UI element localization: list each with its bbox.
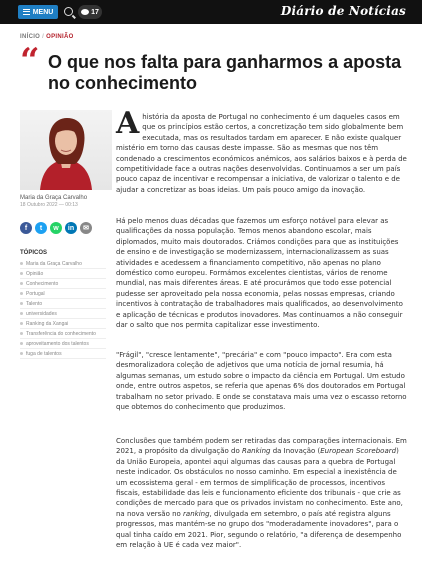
article-paragraph-1 bbox=[116, 106, 408, 195]
comment-bubble-icon bbox=[81, 9, 89, 15]
article-paragraph-3: "Frágil", "cresce lentamente", "precária" e com "pouco impacto". Era com esta desmoralizadora coleção de adjetivos que uma notícia de jornal resumia, há algumas semanas, um estudo sobre o impacto da ciência em Portugal. Um estudo onde, entre outros aspetos, se referia que apenas 6% dos doutorados em Portugal trabalham no setor privado. E onde se constatava mais uma vez o escasso retorno que obtemos do conhecimento que produzimos. bbox=[116, 351, 407, 412]
topics-list bbox=[20, 259, 106, 359]
menu-button-label: MENU bbox=[32, 8, 54, 16]
menu-button[interactable] bbox=[18, 5, 58, 19]
paragraph-4-text-c: ) da União Europeia, apontei aqui algumas das causas para a quebra de Portugal neste indicador. Os obstáculos no nosso caminho. Em especial a inexistência de um ecossistema geral - em termos de simplificação de processos, incentivos fiscais, estabilidade das leis e funcionamento eficiente dos tribunais - que crie as condições de mercado para que os privados invistam no conhecimento. Este ano, na nova versão no bbox=[116, 447, 403, 518]
author-portrait-image bbox=[20, 110, 112, 190]
topic-link[interactable]: aproveitamento dos talentos bbox=[20, 339, 106, 349]
topic-link[interactable]: Conhecimento bbox=[20, 279, 106, 289]
article-paragraph-4 bbox=[116, 436, 408, 550]
facebook-share-button[interactable] bbox=[20, 222, 32, 234]
paragraph-4-scoreboard-italic: European Scoreboard bbox=[320, 447, 397, 456]
comments-button[interactable] bbox=[78, 5, 102, 19]
quote-icon: “ bbox=[20, 41, 40, 81]
topic-link[interactable]: universidades bbox=[20, 309, 106, 319]
twitter-icon: t bbox=[39, 224, 43, 232]
breadcrumb-section[interactable]: OPINIÃO bbox=[46, 34, 74, 40]
topic-link[interactable]: Portugal bbox=[20, 289, 106, 299]
envelope-icon: ✉ bbox=[83, 225, 89, 232]
linkedin-icon: in bbox=[67, 224, 75, 232]
topic-link[interactable]: Transferência do conhecimento bbox=[20, 329, 106, 339]
linkedin-share-button[interactable] bbox=[65, 222, 77, 234]
facebook-icon: f bbox=[24, 224, 28, 232]
topic-link[interactable]: fuga de talentos bbox=[20, 349, 106, 359]
breadcrumb-separator: / bbox=[42, 34, 45, 40]
topics-heading: TÓPICOS bbox=[20, 250, 48, 256]
site-logo[interactable]: Diário de Notícias bbox=[280, 4, 406, 18]
topic-link[interactable]: Maria da Graça Carvalho bbox=[20, 259, 106, 269]
publish-date: 18 Outubro 2022 — 00:13 bbox=[20, 202, 78, 208]
topic-link[interactable]: Opinião bbox=[20, 269, 106, 279]
hamburger-icon bbox=[23, 9, 30, 15]
author-name[interactable]: Maria da Graça Carvalho bbox=[20, 195, 88, 201]
paragraph-4-ranking2-italic: ranking bbox=[183, 509, 210, 518]
twitter-share-button[interactable] bbox=[35, 222, 47, 234]
paragraph-4-text-a: Conclusões que também podem ser retiradas das comparações internacionais. Em 2021, a propósito da divulgação do bbox=[116, 437, 407, 456]
email-share-button[interactable] bbox=[80, 222, 92, 234]
whatsapp-icon: w bbox=[53, 224, 59, 232]
article-paragraph-2: Há pelo menos duas décadas que fazemos um esforço notável para elevar as qualificações da nossa população. Temos menos abandono escolar, mais diplomados, muito mais doutorados. Criámos condições para que as instituições de ensino e de investigação se modernizassem, internacionalizassem as suas atividades e acedessem a financiamento competitivo, não apenas no plano doméstico como europeu. Formámos excelentes cientistas, vários de renome mundial, nas mais diferentes áreas. E até procurámos que todo esse potencial pudesse ser aproveitado pela nossa economia, pelas nossas empresas, criando incentivos à contratação de trabalhadores mais qualificados, ao desenvolvimento e aplicação de técnicas e produtos inovadores. Mas continuamos a não conseguir dar o salto que nos permita capitalizar esse investimento. bbox=[116, 217, 403, 330]
paragraph-4-text-d: , divulgada em setembro, o país até registra alguns progressos, mas mantém-se no grupo dos "moderadamente inovadores", para o qual tinha caído em 2021. Pior, segundo o relatório, "a diferença de desempenho em relação à UE é cada vez maior". bbox=[116, 509, 402, 550]
breadcrumb bbox=[20, 34, 74, 40]
topic-link[interactable]: Ranking da Xangai bbox=[20, 319, 106, 329]
drop-cap: A bbox=[116, 106, 140, 141]
page-title: O que nos falta para ganharmos a aposta no conhecimento bbox=[48, 52, 402, 93]
topic-link[interactable]: Talento bbox=[20, 299, 106, 309]
top-navigation-bar bbox=[0, 0, 422, 24]
author-photo bbox=[20, 110, 112, 190]
breadcrumb-home[interactable]: INÍCIO bbox=[20, 34, 41, 40]
search-icon[interactable] bbox=[64, 7, 73, 16]
paragraph-1-text: história da aposta de Portugal no conhecimento é um daqueles casos em que os princípios estão certos, a concretização tem sido globalmente bem executada, mas os resultados tardam em aparecer. E não existe qualquer mistério em torno das causas deste impasse. São as mesmas que nos têm condenado a crescimentos económicos anémicos, aos salários baixos e à perda de competitividade face a outras nações desenvolvidas. Continuamos a ser um país pouco capaz de incentivar e recompensar a iniciativa, de valorizar o talento e de ajudar a concretizar as boas ideias. Um país pouco amigo da inovação. bbox=[116, 113, 407, 194]
comments-count: 17 bbox=[91, 8, 99, 16]
paragraph-4-text-b: da Inovação ( bbox=[270, 447, 321, 456]
whatsapp-share-button[interactable] bbox=[50, 222, 62, 234]
paragraph-4-ranking-italic: Ranking bbox=[242, 447, 271, 456]
